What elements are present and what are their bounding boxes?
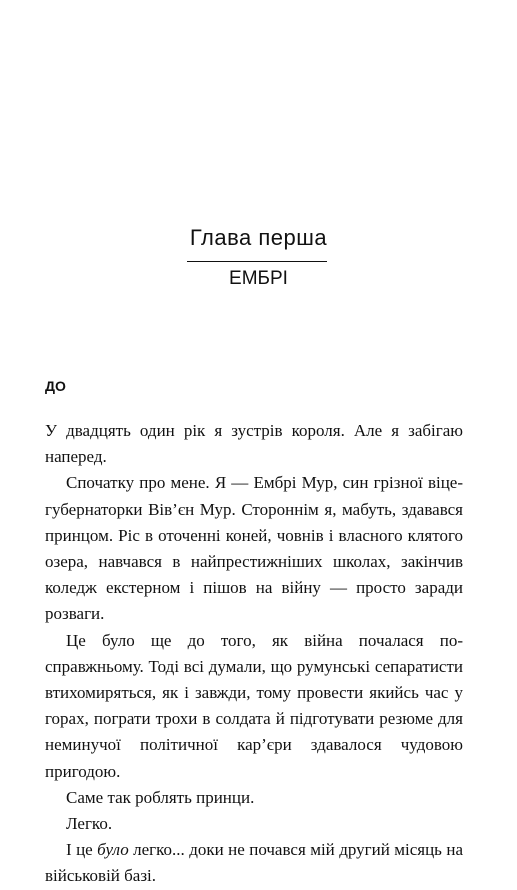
paragraph: Легко. [66,814,113,834]
title-divider [187,261,327,262]
text-segment: І це [66,840,98,860]
paragraph: Саме так роблять принци. [66,787,255,807]
body-text [45,418,463,890]
paragraph: Це було ще до того, як війна почалася по-справжньому. Тоді всі думали, що румунські сепаратисти втихомиряться, як і завжди, тому провести якийсь час у горах, пограти трохи в солдата й підготувати резюме для неминучої політичної кар’єри здавалося чудовою пригодою. [45,630,463,781]
section-label: ДО [45,378,66,394]
paragraph-last [45,837,463,889]
chapter-title: Глава перша [189,225,328,250]
emphasis-text: було [97,840,129,860]
paragraph: У двадцять один рік я зустрів короля. Але я забігаю наперед. [45,421,463,467]
chapter-subtitle: ЕМБРІ [229,268,288,289]
text-segment: легко... доки не почався мій другий місяць на військовій базі. [45,840,463,886]
paragraph: Спочатку про мене. Я — Ембрі Мур, син грізної віце-губернаторки Вів’єн Мур. Стороннім я, мабуть, здавався принцом. Ріс в оточенні коней, човнів і власного клятого озера, навчався в найпрестижніших школах, закінчив коледж екстерном і пішов на війну — просто заради розваги. [45,473,463,624]
